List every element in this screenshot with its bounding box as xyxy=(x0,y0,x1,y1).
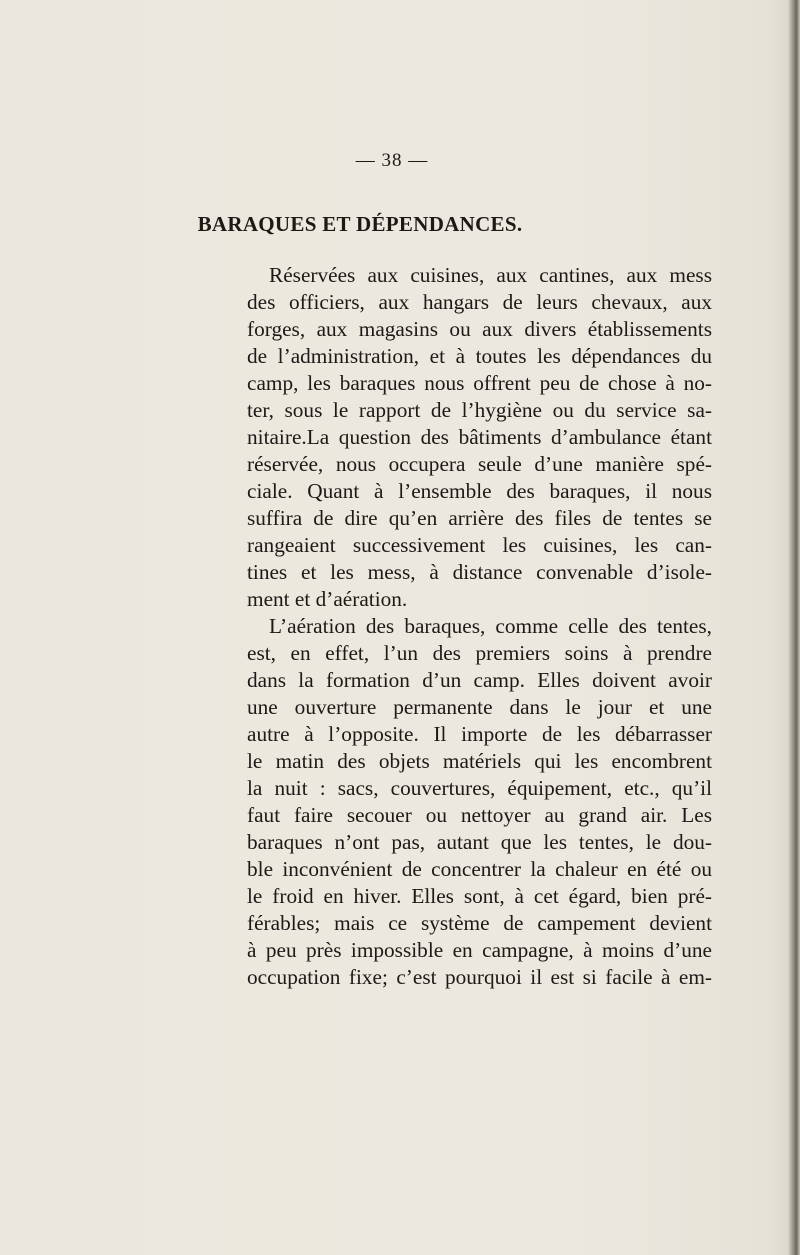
body-text xyxy=(247,262,712,991)
text-line: Réservées aux cuisines, aux cantines, aux mess xyxy=(269,263,712,287)
text-line: camp, les baraques nous offrent peu de chose à no- xyxy=(247,371,712,395)
text-line: rangeaient successivement les cuisines, les can- xyxy=(247,533,712,557)
text-line: occupation fixe; c’est pourquoi il est si facile à em- xyxy=(247,965,712,989)
text-line: ment et d’aération. xyxy=(247,587,408,611)
text-line: dans la formation d’un camp. Elles doivent avoir xyxy=(247,668,712,692)
text-line: baraques n’ont pas, autant que les tentes, le dou- xyxy=(247,830,712,854)
text-line: autre à l’opposite. Il importe de les débarrasser xyxy=(247,722,712,746)
text-line: faut faire secouer ou nettoyer au grand air. Les xyxy=(247,803,712,827)
text-line: ciale. Quant à l’ensemble des baraques, il nous xyxy=(247,479,712,503)
text-line: suffira de dire qu’en arrière des files de tentes se xyxy=(247,506,712,530)
text-line: la nuit : sacs, couvertures, équipement, etc., qu’il xyxy=(247,776,712,800)
text-line: ble inconvénient de concentrer la chaleur en été ou xyxy=(247,857,712,881)
text-line: férables; mais ce système de campement devient xyxy=(247,911,712,935)
page-number: — 38 — xyxy=(355,150,429,171)
text-line: L’aération des baraques, comme celle des tentes, xyxy=(269,614,712,638)
page-edge xyxy=(788,0,800,1255)
text-line: des officiers, aux hangars de leurs chevaux, aux xyxy=(247,290,712,314)
text-line: le matin des objets matériels qui les encombrent xyxy=(247,749,712,773)
text-line: forges, aux magasins ou aux divers établissements xyxy=(247,317,712,341)
section-heading: BARAQUES ET DÉPENDANCES. xyxy=(197,212,523,236)
text-line: est, en effet, l’un des premiers soins à prendre xyxy=(247,641,712,665)
text-line: le froid en hiver. Elles sont, à cet égard, bien pré- xyxy=(247,884,712,908)
text-line: de l’administration, et à toutes les dépendances du xyxy=(247,344,712,368)
text-line: tines et les mess, à distance convenable d’isole- xyxy=(247,560,712,584)
text-line: à peu près impossible en campagne, à moins d’une xyxy=(247,938,712,962)
text-line: réservée, nous occupera seule d’une manière spé- xyxy=(247,452,712,476)
text-line: une ouverture permanente dans le jour et une xyxy=(247,695,712,719)
text-line: ter, sous le rapport de l’hygiène ou du service sa- xyxy=(247,398,712,422)
text-line: nitaire.La question des bâtiments d’ambulance étant xyxy=(247,425,712,449)
